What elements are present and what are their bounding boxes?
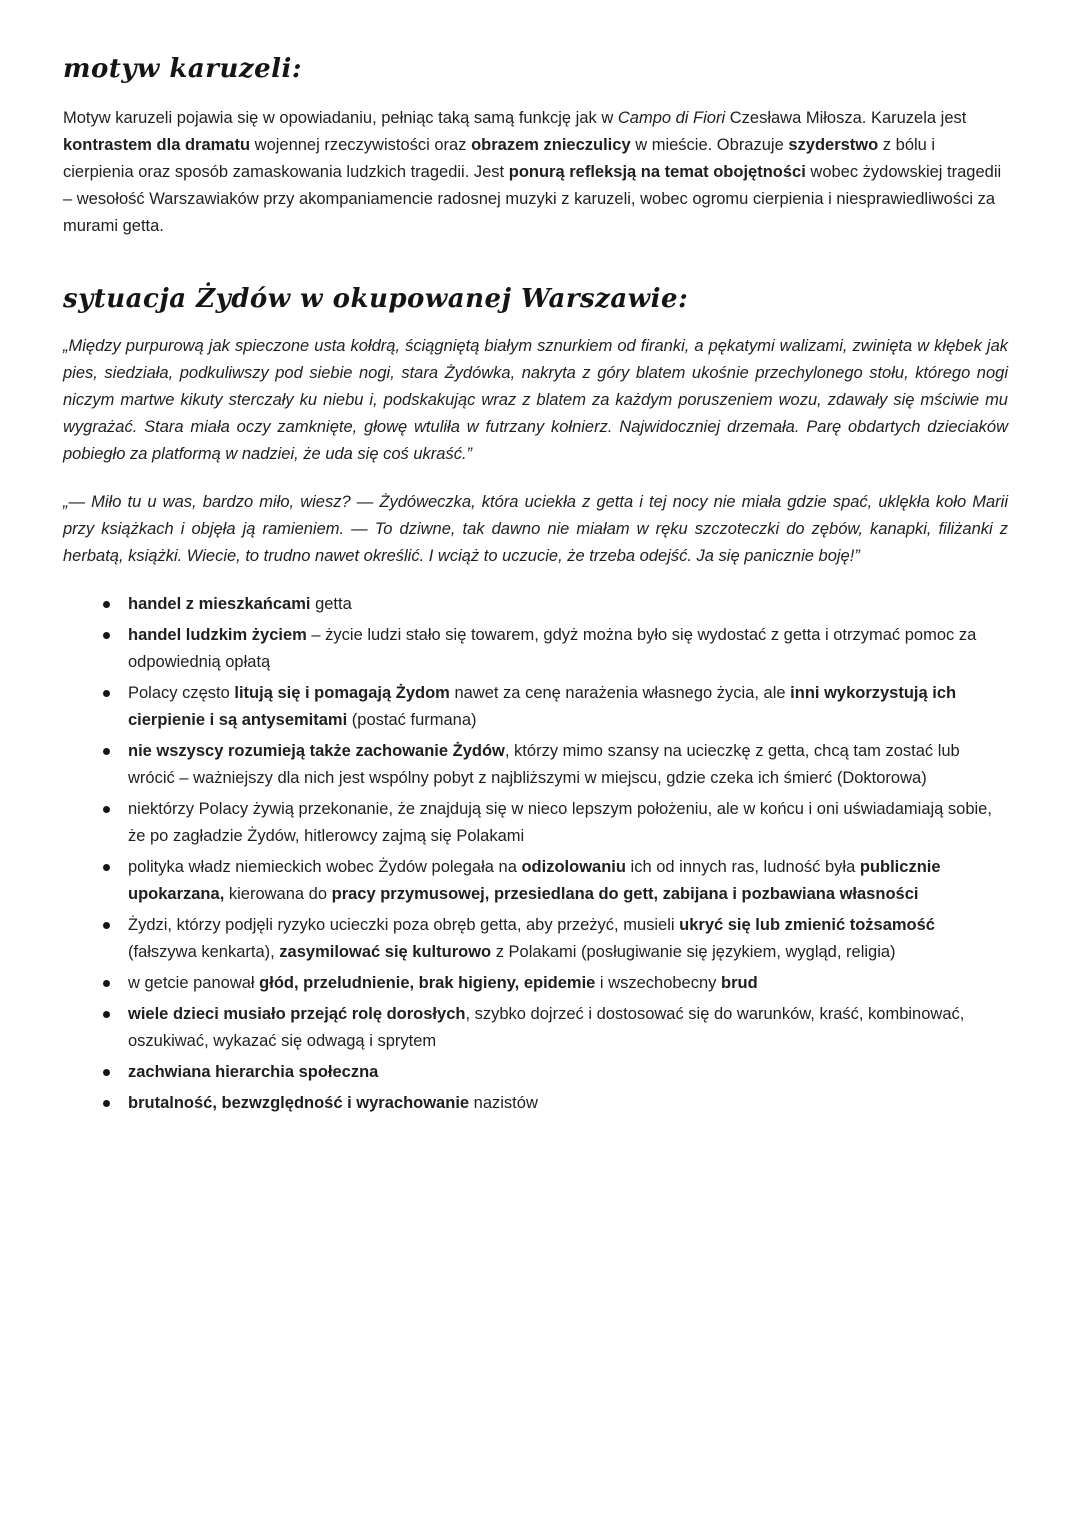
section-motyw-karuzeli [63, 54, 1008, 240]
text-segment: z bólu i cierpienia oraz sposób zamaskowania ludzkich tragedii. Jest [63, 136, 936, 182]
text-segment: z Polakami (posługiwanie się językiem, wygląd, religia) [491, 943, 896, 962]
text-segment: obrazem znieczulicy [471, 136, 631, 155]
text-segment: niektórzy Polacy żywią przekonanie, że znajdują się w nieco lepszym położeniu, ale w końcu i oni uświadamiają sobie, że po zagładzie Żydów, hitlerowcy zajmą się Polakami [128, 800, 992, 846]
bullet-item [101, 591, 1008, 618]
text-segment: brutalność, bezwzględność i wyrachowanie [128, 1094, 470, 1113]
text-segment: litują się i pomagają Żydom [234, 684, 450, 703]
text-segment: „Między purpurową jak spieczone usta kołdrą, ściągniętą białym sznurkiem od firanki, a pękatymi walizami, zwinięta w kłębek jak pies, siedziała, podkuliwszy pod siebie nogi, stara Żydówka, nakryta z góry blatem ukośnie przechylonego stołu, którego nogi niczym martwe kikuty sterczały ku niebu i, podskakując wraz z blatem za każdym poruszeniem wozu, zdawały się mściwie mu wygrażać. Stara miała oczy zamknięte, głowę wtuliła w futrzany kołnierz. Najwidoczniej drzemała. Parę obdartych dzieciaków pobiegło za platformą w nadziei, że uda się coś ukraść.” [63, 337, 1008, 464]
bullet-item [101, 912, 1008, 966]
text-segment: „— Miło tu u was, bardzo miło, wiesz? — Żydóweczka, która uciekła z getta i tej nocy nie miała gdzie spać, uklękła koło Marii przy książkach i objęła ją ramieniem. — To dziwne, tak dawno nie miałam w ręku szczoteczki do zębów, kanapki, filiżanki z herbatą, książki. Wiecie, to trudno nawet określić. I wciąż to uczucie, że trzeba odejść. Ja się panicznie boję!” [63, 493, 1008, 566]
bullet-item [101, 796, 1008, 850]
text-segment: Polacy często [128, 684, 235, 703]
quote-paragraph-2 [63, 489, 1008, 570]
section-sytuacja-zydow [63, 284, 1008, 1117]
text-segment: (postać furmana) [347, 711, 477, 730]
text-segment: wiele dzieci musiało przejąć rolę dorosłych [128, 1005, 466, 1024]
text-segment: Motyw karuzeli pojawia się w opowiadaniu, pełniąc taką samą funkcję jak w [63, 109, 618, 128]
text-segment: kontrastem dla dramatu [63, 136, 251, 155]
bullet-item [101, 622, 1008, 676]
bullet-item [101, 680, 1008, 734]
text-segment: , szybko dojrzeć i dostosować się do warunków, kraść, kombinować, oszukiwać, wykazać się odwagą i sprytem [128, 1005, 965, 1051]
bullet-item [101, 854, 1008, 908]
text-segment: polityka władz niemieckich wobec Żydów polegała na [128, 858, 522, 877]
text-segment: kierowana do [224, 885, 332, 904]
text-segment: ich od innych ras, ludność była [625, 858, 860, 877]
text-segment: nazistów [469, 1094, 538, 1113]
text-segment: ponurą refleksją na temat obojętności [508, 163, 806, 182]
text-segment: Żydzi, którzy podjęli ryzyko ucieczki poza obręb getta, aby przeżyć, musieli [128, 916, 680, 935]
text-segment: głód, przeludnienie, brak higieny, epidemie [259, 974, 596, 993]
text-segment: odizolowaniu [521, 858, 626, 877]
text-segment: przesiedlana do gett, zabijana i pozbawiana własności [493, 885, 919, 904]
bullet-item [101, 1090, 1008, 1117]
paragraph-motyw-karuzeli [63, 105, 1008, 240]
text-segment: , którzy mimo szansy na ucieczkę z getta, chcą tam zostać lub wrócić – ważniejszy dla nich jest wspólny pobyt z najbliższymi w miejscu, gdzie czeka ich śmierć (Doktorowa) [128, 742, 960, 788]
text-segment: publicznie upokarzana, [128, 858, 941, 904]
text-segment: zachwiana hierarchia społeczna [128, 1063, 379, 1082]
text-segment: szyderstwo [788, 136, 879, 155]
text-segment: handel ludzkim życiem [128, 626, 307, 645]
text-segment: Czesława Miłosza. Karuzela jest [725, 109, 967, 128]
bullet-list [63, 591, 1008, 1117]
text-segment: (fałszywa kenkarta), [128, 943, 280, 962]
text-segment: brud [721, 974, 758, 993]
text-segment: w mieście. Obrazuje [630, 136, 789, 155]
text-segment: ukryć się lub zmienić tożsamość [679, 916, 935, 935]
bullet-item [101, 738, 1008, 792]
text-segment: zasymilować się kulturowo [279, 943, 492, 962]
text-segment: i wszechobecny [595, 974, 721, 993]
text-segment: getta [310, 595, 352, 614]
text-segment: handel z mieszkańcami [128, 595, 311, 614]
text-segment: Campo di Fiori [617, 109, 726, 128]
bullet-item [101, 970, 1008, 997]
bullet-item [101, 1001, 1008, 1055]
text-segment: wojennej rzeczywistości oraz [250, 136, 472, 155]
section-heading-motyw-karuzeli: motyw karuzeli: [63, 54, 303, 84]
section-heading-sytuacja-zydow: sytuacja Żydów w okupowanej Warszawie: [63, 284, 689, 315]
text-segment: nie wszyscy rozumieją także zachowanie Żydów [128, 742, 505, 761]
text-segment: – życie ludzi stało się towarem, gdyż można było się wydostać z getta i otrzymać pomoc za odpowiednią opłatą [128, 626, 977, 672]
text-segment: wobec żydowskiej tragedii – wesołość Warszawiaków przy akompaniamencie radosnej muzyki z karuzeli, wobec ogromu cierpienia i niesprawiedliwości za murami getta. [63, 163, 1002, 236]
bullet-item [101, 1059, 1008, 1086]
text-segment: nawet za cenę narażenia własnego życia, ale [449, 684, 791, 703]
text-segment: pracy przymusowej, [331, 885, 490, 904]
text-segment: inni wykorzystują ich cierpienie i są antysemitami [128, 684, 957, 730]
text-segment: w getcie panował [128, 974, 260, 993]
quote-paragraph-1 [63, 333, 1008, 468]
